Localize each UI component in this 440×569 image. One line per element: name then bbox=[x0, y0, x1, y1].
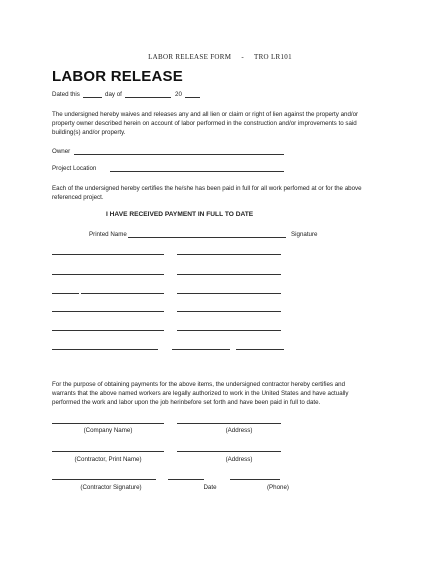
worker-signature-field-4[interactable] bbox=[177, 311, 281, 312]
day-of-label: day of bbox=[105, 91, 122, 98]
worker-name-field-2[interactable] bbox=[52, 274, 164, 275]
company-name-caption: (Company Name) bbox=[83, 427, 133, 434]
page-title: LABOR RELEASE bbox=[52, 68, 183, 85]
owner-field[interactable] bbox=[74, 154, 284, 155]
phone-field[interactable] bbox=[230, 479, 280, 480]
address-caption-1: (Address) bbox=[225, 427, 253, 434]
payment-heading: I HAVE RECEIVED PAYMENT IN FULL TO DATE bbox=[106, 211, 254, 218]
contractor-signature-caption: (Contractor Signature) bbox=[80, 484, 142, 491]
date-field[interactable] bbox=[168, 479, 204, 480]
worker-signature-field-6a[interactable] bbox=[172, 349, 230, 350]
day-field[interactable] bbox=[83, 97, 102, 98]
worker-name-field-5[interactable] bbox=[52, 330, 164, 331]
dated-label: Dated this bbox=[52, 91, 80, 98]
worker-signature-field-3[interactable] bbox=[177, 293, 281, 294]
contractor-signature-field[interactable] bbox=[52, 479, 156, 480]
printed-name-header-line bbox=[128, 237, 286, 238]
form-code: TRO LR101 bbox=[254, 53, 292, 61]
year-field[interactable] bbox=[185, 97, 200, 98]
project-location-label: Project Location bbox=[52, 165, 97, 172]
worker-name-field-3a[interactable] bbox=[52, 293, 79, 294]
header-separator: - bbox=[241, 53, 244, 61]
owner-label: Owner bbox=[52, 148, 71, 155]
form-header bbox=[0, 53, 440, 61]
month-field[interactable] bbox=[125, 97, 171, 98]
worker-name-field-4[interactable] bbox=[52, 311, 164, 312]
worker-name-field-3b[interactable] bbox=[81, 293, 164, 294]
year-prefix: 20 bbox=[175, 91, 182, 98]
address-field-2[interactable] bbox=[177, 451, 281, 452]
printed-name-label: Printed Name bbox=[89, 231, 127, 238]
signature-label: Signature bbox=[291, 231, 318, 238]
closing-line-1: For the purpose of obtaining payments for the above items, the undersigned contractor hereby certifies and bbox=[52, 381, 346, 388]
worker-signature-field-5[interactable] bbox=[177, 330, 281, 331]
intro-line-1: The undersigned hereby waives and releases any and all lien or claim or right of lien against the property and/or bbox=[52, 111, 359, 118]
worker-signature-field-1[interactable] bbox=[177, 254, 281, 255]
closing-line-2: warrants that the above named workers are legally authorized to work in the United States and have actually bbox=[52, 390, 349, 397]
company-name-field[interactable] bbox=[52, 423, 164, 424]
certify-line-2: referenced project. bbox=[52, 194, 104, 201]
project-location-field[interactable] bbox=[110, 171, 284, 172]
date-caption: Date bbox=[203, 484, 217, 491]
form-name: LABOR RELEASE FORM bbox=[148, 53, 232, 61]
certify-line-1: Each of the undersigned hereby certifies the he/she has been paid in full for all work perfomed at or for the above bbox=[52, 185, 362, 192]
contractor-print-name-caption: (Contractor, Print Name) bbox=[74, 456, 142, 463]
address-field-1[interactable] bbox=[177, 423, 281, 424]
phone-caption: (Phone) bbox=[266, 484, 289, 491]
intro-line-2: property owner described herein on account of labor performed in the construction and/or improvements to said bbox=[52, 120, 357, 127]
worker-name-field-1[interactable] bbox=[52, 254, 164, 255]
worker-signature-field-6b[interactable] bbox=[236, 349, 284, 350]
worker-name-field-6[interactable] bbox=[52, 349, 158, 350]
address-caption-2: (Address) bbox=[225, 456, 253, 463]
worker-signature-field-2[interactable] bbox=[177, 274, 281, 275]
closing-line-3: performed the work and labor upon the job herinbefore set forth and have been paid in full to date. bbox=[52, 399, 321, 406]
intro-line-3: building(s) and/or property. bbox=[52, 129, 126, 136]
contractor-print-name-field[interactable] bbox=[52, 451, 164, 452]
